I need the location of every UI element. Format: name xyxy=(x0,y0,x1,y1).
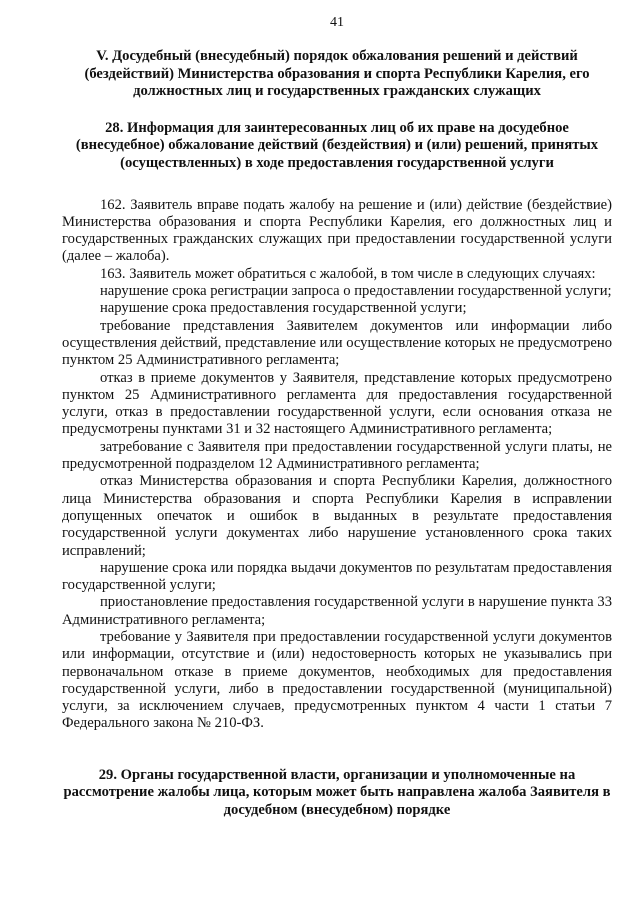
page-number: 41 xyxy=(330,15,344,30)
list-item: затребование с Заявителя при предоставлении государственной услуги платы, не предусмотренной подразделом 12 Административного регламента; xyxy=(62,438,612,473)
document-body xyxy=(62,197,612,733)
list-item: нарушение срока предоставления государственной услуги; xyxy=(100,300,467,317)
list-item: требование у Заявителя при предоставлении государственной услуги документов или информации, отсутствие и (или) недостоверность которых не указывались при первоначальном отказе в приеме документов, необходимых для предоставления государственной услуги, либо в предоставлении государственной (муниципальной) услуги, за исключением случаев, предусмотренных пунктом 4 части 1 статьи 7 Федерального закона № 210-ФЗ. xyxy=(62,628,612,732)
list-item: отказ в приеме документов у Заявителя, представление которых предусмотрено пунктом 25 Административного регламента для предоставления государственной услуги, отказ в предоставлении государственной услуги, если основания отказа не предусмотрены пунктами 31 и 32 настоящего Административного регламента; xyxy=(62,369,612,438)
list-item: отказ Министерства образования и спорта Республики Карелия, должностного лица Министерства образования и спорта Республики Карелия в исправлении допущенных опечаток и ошибок в выданных в результате предоставления государственной услуги документах либо нарушение установленного срока таких исправлений; xyxy=(62,473,612,559)
list-item: нарушение срока регистрации запроса о предоставлении государственной услуги; xyxy=(100,283,612,300)
paragraph-163: 163. Заявитель может обратиться с жалобой, в том числе в следующих случаях: xyxy=(100,265,596,282)
section-29-heading: 29. Органы государственной власти, организации и уполномоченные на рассмотрение жалобы лица, которым может быть направлена жалоба Заявителя в досудебном (внесудебном) порядке xyxy=(63,766,611,818)
list-item: нарушение срока или порядка выдачи документов по результатам предоставления государственной услуги; xyxy=(62,559,612,594)
section-28-heading: 28. Информация для заинтересованных лиц об их праве на досудебное (внесудебное) обжалование действий (бездействия) и (или) решений, принятых (осуществленных) в ходе предоставления государственной услуги xyxy=(75,119,599,171)
list-item: требование представления Заявителем документов или информации либо осуществления действий, представление или осуществление которых не предусмотрено пунктом 25 Административного регламента; xyxy=(62,317,612,369)
list-item: приостановление предоставления государственной услуги в нарушение пункта 33 Административного регламента; xyxy=(62,594,612,628)
paragraph-162: 162. Заявитель вправе подать жалобу на решение и (или) действие (бездействие) Министерства образования и спорта Республики Карелия, его должностных лиц и государственных гражданских служащих при предоставлении государственной услуги (далее – жалоба). xyxy=(62,196,612,265)
chapter-heading: V. Досудебный (внесудебный) порядок обжалования решений и действий (бездействий) Министерства образования и спорта Республики Карелия, его должностных лиц и государственных гражданских служащих xyxy=(84,48,590,100)
